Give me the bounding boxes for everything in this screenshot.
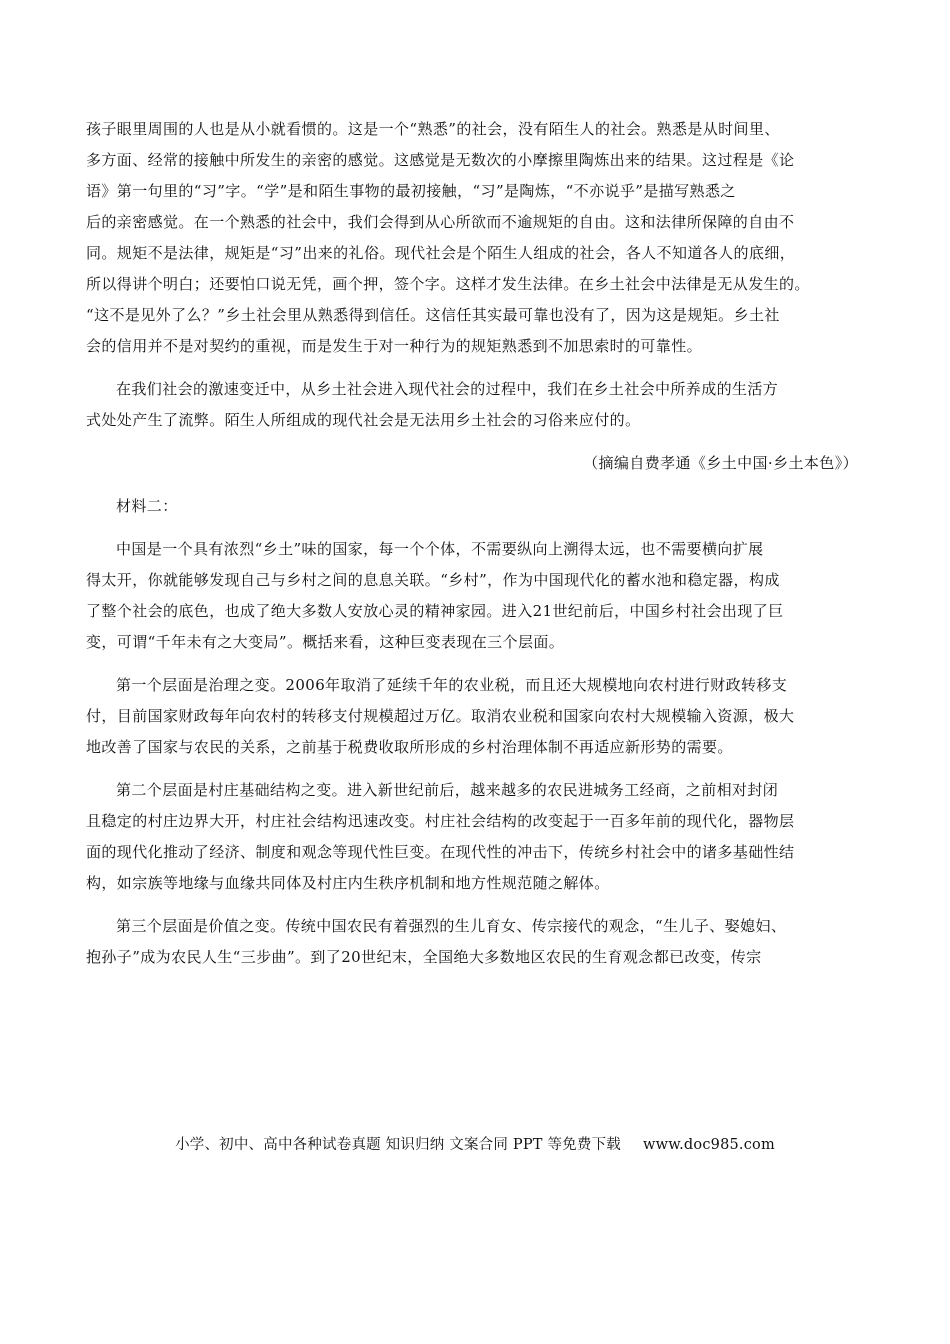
text-line: 抱孙子”成为农民人生“三步曲”。到了20世纪末，全国绝大多数地区农民的生育观念都已改变，传宗: [86, 948, 762, 966]
text-line: 在我们社会的激速变迁中，从乡土社会进入现代社会的过程中，我们在乡土社会中所养成的生活方: [116, 380, 779, 398]
text-line: 孩子眼里周围的人也是从小就看惯的。这是一个“熟悉”的社会，没有陌生人的社会。熟悉是从时间里、: [86, 120, 780, 138]
text-line: 第一个层面是治理之变。2006年取消了延续千年的农业税，而且还大规模地向农村进行财政转移支: [116, 676, 788, 694]
text-line: 所以得讲个明白；还要怕口说无凭，画个押，签个字。这样才发生法律。在乡土社会中法律是无从发生的。: [86, 275, 810, 293]
text-line: 第三个层面是价值之变。传统中国农民有着强烈的生儿育女、传宗接代的观念，“生儿子、娶媳妇、: [116, 917, 787, 935]
page-footer: [0, 1133, 950, 1154]
paragraph-1: [86, 114, 866, 362]
text-line: 会的信用并不是对契约的重视，而是发生于对一种行为的规矩熟悉到不加思索时的可靠性。: [86, 337, 703, 355]
text-line: 语》第一句里的“习”字。“学”是和陌生事物的最初接触，“习”是陶炼，“不亦说乎”是描写熟悉之: [86, 182, 736, 200]
paragraph-6: [86, 911, 866, 973]
text-line: 面的现代化推动了经济、制度和观念等现代性巨变。在现代性的冲击下，传统乡村社会中的诸多基础性结: [86, 843, 795, 861]
text-line: 且稳定的村庄边界大开，村庄社会结构迅速改变。村庄社会结构的改变起于一百多年前的现代化，器物层: [86, 812, 795, 830]
source-citation: （摘编自费孝通《乡土中国·乡土本色》）: [583, 454, 858, 472]
text-line: 同。规矩不是法律，规矩是“习”出来的礼俗。现代社会是个陌生人组成的社会，各人不知道各人的底细，: [86, 244, 796, 262]
text-line: 地改善了国家与农民的关系，之前基于税费收取所形成的乡村治理体制不再适应新形势的需要。: [86, 738, 733, 756]
text-line: 得太开，你就能够发现自己与乡村之间的息息关联。“乡村”，作为中国现代化的蓄水池和稳定器，构成: [86, 571, 780, 589]
text-line: 多方面、经常的接触中所发生的亲密的感觉。这感觉是无数次的小摩擦里陶炼出来的结果。这过程是《论: [86, 151, 795, 169]
text-line: 式处处产生了流弊。陌生人所组成的现代社会是无法用乡土社会的习俗来应付的。: [86, 411, 641, 429]
paragraph-4: [86, 670, 866, 763]
footer-link[interactable]: www.doc985.com: [642, 1137, 775, 1153]
text-line: 后的亲密感觉。在一个熟悉的社会中，我们会得到从心所欲而不逾规矩的自由。这和法律所保障的自由不: [86, 213, 795, 231]
body-text: [86, 114, 866, 973]
text-line: 付，目前国家财政每年向农村的转移支付规模超过万亿。取消农业税和国家向农村大规模输入资源，极大: [86, 707, 795, 725]
paragraph-5: [86, 775, 866, 899]
footer-text: 小学、初中、高中各种试卷真题 知识归纳 文案合同 PPT 等免费下载: [175, 1137, 621, 1153]
paragraph-2-cont: [86, 405, 866, 436]
text-line: “这不是见外了么？”乡土社会里从熟悉得到信任。这信任其实最可靠也没有了，因为这是规矩。乡土社: [86, 306, 780, 324]
text-line: 第二个层面是村庄基础结构之变。进入新世纪前后，越来越多的农民进城务工经商，之前相对封闭: [116, 781, 779, 799]
paragraph-2: [86, 374, 866, 405]
paragraph-3: [86, 534, 866, 658]
text-line: 变，可谓“千年未有之大变局”。概括来看，这种巨变表现在三个层面。: [86, 633, 565, 651]
material-2-heading: 材料二：: [116, 497, 178, 515]
text-line: 构，如宗族等地缘与血缘共同体及村庄内生秩序机制和地方性规范随之解体。: [86, 874, 610, 892]
text-line: 了整个社会的底色，也成了绝大多数人安放心灵的精神家园。进入21世纪前后，中国乡村社会出现了巨: [86, 602, 784, 620]
text-line: 中国是一个具有浓烈“乡土”味的国家，每一个个体，不需要纵向上溯得太远，也不需要横向扩展: [116, 540, 764, 558]
